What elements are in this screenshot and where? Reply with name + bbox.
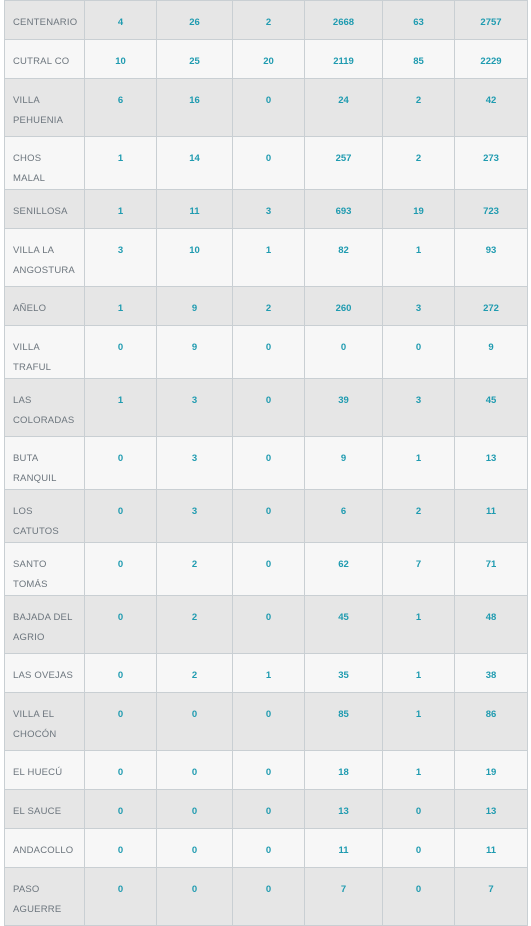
locality-name: VILLA LA ANGOSTURA bbox=[13, 245, 75, 276]
value-cell-col3: 0 bbox=[233, 543, 305, 596]
value-cell-col5: 1 bbox=[383, 596, 455, 654]
locality-name-cell bbox=[5, 543, 85, 596]
value-cell-col6: 13 bbox=[455, 437, 528, 490]
value-cell-col4: 693 bbox=[305, 190, 383, 229]
value-cell-col1: 0 bbox=[85, 326, 157, 379]
value-cell-col1: 0 bbox=[85, 596, 157, 654]
value-cell-col6: 11 bbox=[455, 829, 528, 868]
value-cell-col5: 1 bbox=[383, 437, 455, 490]
value-cell-col2: 14 bbox=[157, 137, 233, 190]
table-row bbox=[5, 751, 528, 790]
locality-name-cell bbox=[5, 229, 85, 287]
locality-name-cell bbox=[5, 379, 85, 437]
value-cell-col3: 0 bbox=[233, 868, 305, 926]
value-cell-col4: 2119 bbox=[305, 40, 383, 79]
value-cell-col1: 1 bbox=[85, 287, 157, 326]
value-cell-col4: 82 bbox=[305, 229, 383, 287]
locality-name-cell bbox=[5, 654, 85, 693]
value-cell-col6: 11 bbox=[455, 490, 528, 543]
value-cell-col1: 10 bbox=[85, 40, 157, 79]
value-cell-col4: 62 bbox=[305, 543, 383, 596]
value-cell-col1: 6 bbox=[85, 79, 157, 137]
value-cell-col5: 1 bbox=[383, 229, 455, 287]
value-cell-col5: 0 bbox=[383, 868, 455, 926]
value-cell-col3: 0 bbox=[233, 437, 305, 490]
value-cell-col2: 16 bbox=[157, 79, 233, 137]
value-cell-col5: 0 bbox=[383, 790, 455, 829]
value-cell-col3: 2 bbox=[233, 287, 305, 326]
value-cell-col3: 0 bbox=[233, 379, 305, 437]
locality-name-cell bbox=[5, 287, 85, 326]
table-row bbox=[5, 40, 528, 79]
value-cell-col1: 1 bbox=[85, 379, 157, 437]
locality-name: LAS COLORADAS bbox=[13, 395, 75, 426]
value-cell-col4: 85 bbox=[305, 693, 383, 751]
table-row bbox=[5, 693, 528, 751]
value-cell-col5: 1 bbox=[383, 654, 455, 693]
value-cell-col2: 0 bbox=[157, 751, 233, 790]
locality-name: ANDACOLLO bbox=[13, 845, 74, 856]
value-cell-col4: 6 bbox=[305, 490, 383, 543]
value-cell-col1: 0 bbox=[85, 490, 157, 543]
locality-name: LOS CATUTOS bbox=[13, 506, 59, 537]
table-row bbox=[5, 229, 528, 287]
table-row bbox=[5, 326, 528, 379]
locality-name: PASO AGUERRE bbox=[13, 884, 62, 915]
locality-name: AÑELO bbox=[13, 303, 47, 314]
locality-name-cell bbox=[5, 40, 85, 79]
value-cell-col1: 4 bbox=[85, 1, 157, 40]
locality-name: EL HUECÚ bbox=[13, 767, 63, 778]
value-cell-col5: 2 bbox=[383, 490, 455, 543]
value-cell-col2: 0 bbox=[157, 693, 233, 751]
locality-name: VILLA EL CHOCÓN bbox=[13, 709, 57, 740]
locality-name-cell bbox=[5, 190, 85, 229]
table-row bbox=[5, 287, 528, 326]
value-cell-col5: 19 bbox=[383, 190, 455, 229]
value-cell-col3: 0 bbox=[233, 693, 305, 751]
value-cell-col6: 9 bbox=[455, 326, 528, 379]
value-cell-col3: 3 bbox=[233, 190, 305, 229]
value-cell-col3: 0 bbox=[233, 596, 305, 654]
value-cell-col1: 0 bbox=[85, 654, 157, 693]
value-cell-col6: 86 bbox=[455, 693, 528, 751]
locality-name-cell bbox=[5, 490, 85, 543]
value-cell-col4: 2668 bbox=[305, 1, 383, 40]
locality-name: CENTENARIO bbox=[13, 17, 78, 28]
locality-name-cell bbox=[5, 751, 85, 790]
locality-name: BAJADA DEL AGRIO bbox=[13, 612, 73, 643]
table-row bbox=[5, 437, 528, 490]
value-cell-col6: 273 bbox=[455, 137, 528, 190]
value-cell-col1: 0 bbox=[85, 751, 157, 790]
locality-name-cell bbox=[5, 868, 85, 926]
locality-name: EL SAUCE bbox=[13, 806, 62, 817]
table-body bbox=[5, 1, 528, 926]
value-cell-col2: 0 bbox=[157, 829, 233, 868]
value-cell-col3: 0 bbox=[233, 751, 305, 790]
table-row bbox=[5, 790, 528, 829]
value-cell-col4: 7 bbox=[305, 868, 383, 926]
value-cell-col3: 20 bbox=[233, 40, 305, 79]
value-cell-col1: 0 bbox=[85, 829, 157, 868]
value-cell-col5: 2 bbox=[383, 79, 455, 137]
locality-name-cell bbox=[5, 693, 85, 751]
value-cell-col1: 1 bbox=[85, 137, 157, 190]
locality-name-cell bbox=[5, 437, 85, 490]
value-cell-col2: 2 bbox=[157, 543, 233, 596]
locality-name: VILLA TRAFUL bbox=[13, 342, 52, 373]
value-cell-col6: 42 bbox=[455, 79, 528, 137]
value-cell-col6: 38 bbox=[455, 654, 528, 693]
locality-name-cell bbox=[5, 790, 85, 829]
value-cell-col5: 85 bbox=[383, 40, 455, 79]
value-cell-col5: 2 bbox=[383, 137, 455, 190]
value-cell-col6: 45 bbox=[455, 379, 528, 437]
value-cell-col6: 48 bbox=[455, 596, 528, 654]
value-cell-col5: 3 bbox=[383, 379, 455, 437]
value-cell-col1: 0 bbox=[85, 790, 157, 829]
value-cell-col6: 93 bbox=[455, 229, 528, 287]
value-cell-col2: 3 bbox=[157, 437, 233, 490]
value-cell-col5: 3 bbox=[383, 287, 455, 326]
value-cell-col3: 0 bbox=[233, 490, 305, 543]
value-cell-col2: 2 bbox=[157, 596, 233, 654]
value-cell-col3: 2 bbox=[233, 1, 305, 40]
value-cell-col2: 3 bbox=[157, 379, 233, 437]
value-cell-col1: 0 bbox=[85, 543, 157, 596]
value-cell-col4: 18 bbox=[305, 751, 383, 790]
value-cell-col6: 13 bbox=[455, 790, 528, 829]
value-cell-col4: 45 bbox=[305, 596, 383, 654]
value-cell-col6: 272 bbox=[455, 287, 528, 326]
value-cell-col3: 1 bbox=[233, 654, 305, 693]
value-cell-col4: 9 bbox=[305, 437, 383, 490]
table-row bbox=[5, 829, 528, 868]
locality-name-cell bbox=[5, 829, 85, 868]
locality-name-cell bbox=[5, 326, 85, 379]
value-cell-col4: 257 bbox=[305, 137, 383, 190]
table-row bbox=[5, 137, 528, 190]
value-cell-col4: 24 bbox=[305, 79, 383, 137]
locality-name-cell bbox=[5, 1, 85, 40]
value-cell-col5: 63 bbox=[383, 1, 455, 40]
value-cell-col2: 25 bbox=[157, 40, 233, 79]
table-row bbox=[5, 868, 528, 926]
value-cell-col4: 13 bbox=[305, 790, 383, 829]
value-cell-col2: 9 bbox=[157, 287, 233, 326]
value-cell-col6: 7 bbox=[455, 868, 528, 926]
value-cell-col2: 26 bbox=[157, 1, 233, 40]
locality-name: LAS OVEJAS bbox=[13, 670, 74, 681]
value-cell-col1: 0 bbox=[85, 868, 157, 926]
value-cell-col3: 1 bbox=[233, 229, 305, 287]
value-cell-col1: 1 bbox=[85, 190, 157, 229]
locality-name: CUTRAL CO bbox=[13, 56, 70, 67]
value-cell-col6: 723 bbox=[455, 190, 528, 229]
value-cell-col5: 1 bbox=[383, 751, 455, 790]
table-row bbox=[5, 543, 528, 596]
locality-name: CHOS MALAL bbox=[13, 153, 46, 184]
value-cell-col6: 71 bbox=[455, 543, 528, 596]
data-table bbox=[4, 0, 528, 926]
locality-name: BUTA RANQUIL bbox=[13, 453, 57, 484]
value-cell-col6: 2757 bbox=[455, 1, 528, 40]
locality-name: SANTO TOMÁS bbox=[13, 559, 48, 590]
value-cell-col2: 3 bbox=[157, 490, 233, 543]
locality-name-cell bbox=[5, 596, 85, 654]
value-cell-col2: 11 bbox=[157, 190, 233, 229]
table-row bbox=[5, 79, 528, 137]
value-cell-col2: 9 bbox=[157, 326, 233, 379]
value-cell-col3: 0 bbox=[233, 326, 305, 379]
value-cell-col3: 0 bbox=[233, 790, 305, 829]
value-cell-col5: 7 bbox=[383, 543, 455, 596]
value-cell-col5: 0 bbox=[383, 829, 455, 868]
value-cell-col2: 0 bbox=[157, 868, 233, 926]
table-row bbox=[5, 379, 528, 437]
value-cell-col5: 0 bbox=[383, 326, 455, 379]
value-cell-col3: 0 bbox=[233, 137, 305, 190]
value-cell-col1: 0 bbox=[85, 693, 157, 751]
table-row bbox=[5, 1, 528, 40]
locality-name-cell bbox=[5, 79, 85, 137]
table-row bbox=[5, 596, 528, 654]
value-cell-col5: 1 bbox=[383, 693, 455, 751]
value-cell-col3: 0 bbox=[233, 829, 305, 868]
value-cell-col2: 2 bbox=[157, 654, 233, 693]
value-cell-col6: 2229 bbox=[455, 40, 528, 79]
value-cell-col4: 11 bbox=[305, 829, 383, 868]
value-cell-col6: 19 bbox=[455, 751, 528, 790]
locality-name-cell bbox=[5, 137, 85, 190]
value-cell-col2: 0 bbox=[157, 790, 233, 829]
value-cell-col2: 10 bbox=[157, 229, 233, 287]
value-cell-col1: 3 bbox=[85, 229, 157, 287]
table-row bbox=[5, 654, 528, 693]
value-cell-col4: 0 bbox=[305, 326, 383, 379]
locality-name: VILLA PEHUENIA bbox=[13, 95, 64, 126]
value-cell-col1: 0 bbox=[85, 437, 157, 490]
table-row bbox=[5, 190, 528, 229]
locality-name: SENILLOSA bbox=[13, 206, 68, 217]
value-cell-col3: 0 bbox=[233, 79, 305, 137]
value-cell-col4: 35 bbox=[305, 654, 383, 693]
value-cell-col4: 39 bbox=[305, 379, 383, 437]
table-row bbox=[5, 490, 528, 543]
value-cell-col4: 260 bbox=[305, 287, 383, 326]
